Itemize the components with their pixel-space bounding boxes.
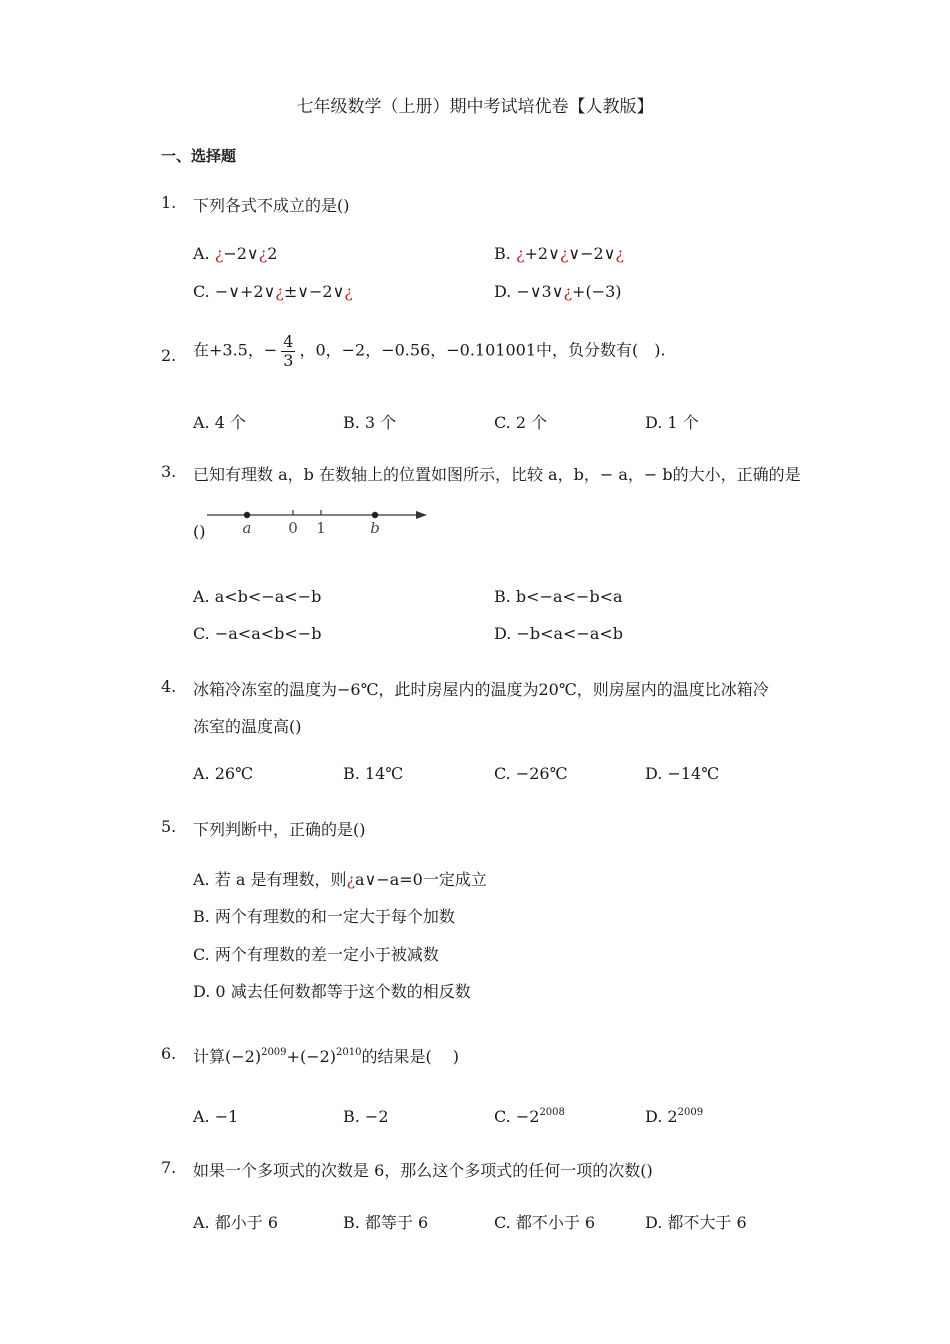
option-b: B. 14℃ bbox=[343, 764, 404, 783]
option-b: B. ¿+2∨¿∨−2∨¿ bbox=[494, 244, 624, 263]
option-a: A. a<b<−a<−b bbox=[193, 587, 322, 606]
option-b: B. b<−a<−b<a bbox=[494, 587, 623, 606]
page-title: 七年级数学（上册）期中考试培优卷【人教版】 bbox=[296, 97, 654, 117]
option-c: C. −a<a<b<−b bbox=[193, 624, 322, 643]
option-d: D. −b<a<−a<b bbox=[494, 624, 624, 643]
question-stem: 下列各式不成立的是() bbox=[193, 196, 350, 215]
option-c: C. −26℃ bbox=[494, 764, 568, 783]
option-d: D. $2^{2009}$ bbox=[645, 1107, 704, 1126]
option-d: D. −∨3∨¿+(−3) bbox=[494, 282, 622, 301]
option-d: D. 都不大于 6 bbox=[645, 1213, 747, 1232]
option-c: C. −∨+2∨¿±∨−2∨¿ bbox=[193, 282, 353, 301]
fraction: $\frac{4}{3}$ bbox=[283, 332, 294, 370]
question-stem: 下列判断中，正确的是() bbox=[193, 820, 366, 839]
option-a: A. ¿−2∨¿2 bbox=[193, 244, 278, 263]
option-d: D. 0 减去任何数都等于这个数的相反数 bbox=[193, 982, 471, 1001]
question-number: 6. bbox=[161, 1044, 177, 1063]
question-stem: 计算$(-2)^{2009}+(-2)^{2010}$的结果是( ) bbox=[193, 1047, 460, 1066]
question-number: 5. bbox=[161, 817, 177, 836]
section-title: 一、选择题 bbox=[161, 147, 237, 165]
option-c: C. 都不小于 6 bbox=[494, 1213, 596, 1232]
option-b: B. 两个有理数的和一定大于每个加数 bbox=[193, 907, 455, 926]
option-a: A. 26℃ bbox=[193, 764, 253, 783]
label-a: a bbox=[242, 519, 252, 537]
label-b: b bbox=[370, 519, 380, 537]
question-stem: 在+3.5，− $\frac{4}{3}$ ，0，−2，−0.56，−0.101001中，负分数有( ). bbox=[193, 332, 666, 370]
question-stem: 已知有理数 a，b 在数轴上的位置如图所示，比较 a，b，− a，− b的大小，正确的是 bbox=[193, 465, 801, 484]
option-d: D. 1 个 bbox=[645, 413, 699, 432]
option-c: C. 2 个 bbox=[494, 413, 548, 432]
point-b bbox=[372, 512, 378, 518]
arrow-head-icon bbox=[416, 511, 427, 519]
question-number: 2. bbox=[161, 346, 177, 365]
option-a: A. 4 个 bbox=[193, 413, 246, 432]
question-number: 1. bbox=[161, 193, 177, 212]
question-stem: 如果一个多项式的次数是 6，那么这个多项式的任何一项的次数() bbox=[193, 1161, 653, 1180]
option-b: B. 都等于 6 bbox=[343, 1213, 429, 1232]
question-stem-continued: 冻室的温度高() bbox=[193, 717, 302, 736]
option-b: B. −2 bbox=[343, 1107, 389, 1126]
option-c: C. 两个有理数的差一定小于被减数 bbox=[193, 945, 439, 964]
question-number: 3. bbox=[161, 462, 177, 481]
option-b: B. 3 个 bbox=[343, 413, 397, 432]
option-a: A. 若 a 是有理数，则¿a∨−a=0一定成立 bbox=[193, 870, 487, 889]
question-number: 7. bbox=[161, 1158, 177, 1177]
number-line bbox=[205, 500, 430, 540]
option-d: D. −14℃ bbox=[645, 764, 720, 783]
label-1: 1 bbox=[316, 519, 326, 537]
question-stem-continued: () bbox=[193, 522, 206, 541]
question-stem: 冰箱冷冻室的温度为−6℃，此时房屋内的温度为20℃，则房屋内的温度比冰箱冷 bbox=[193, 680, 769, 699]
point-a bbox=[244, 512, 250, 518]
option-a: A. −1 bbox=[193, 1107, 239, 1126]
option-c: C. $-2^{2008}$ bbox=[494, 1107, 565, 1126]
question-number: 4. bbox=[161, 677, 177, 696]
option-a: A. 都小于 6 bbox=[193, 1213, 278, 1232]
label-0: 0 bbox=[288, 519, 298, 537]
